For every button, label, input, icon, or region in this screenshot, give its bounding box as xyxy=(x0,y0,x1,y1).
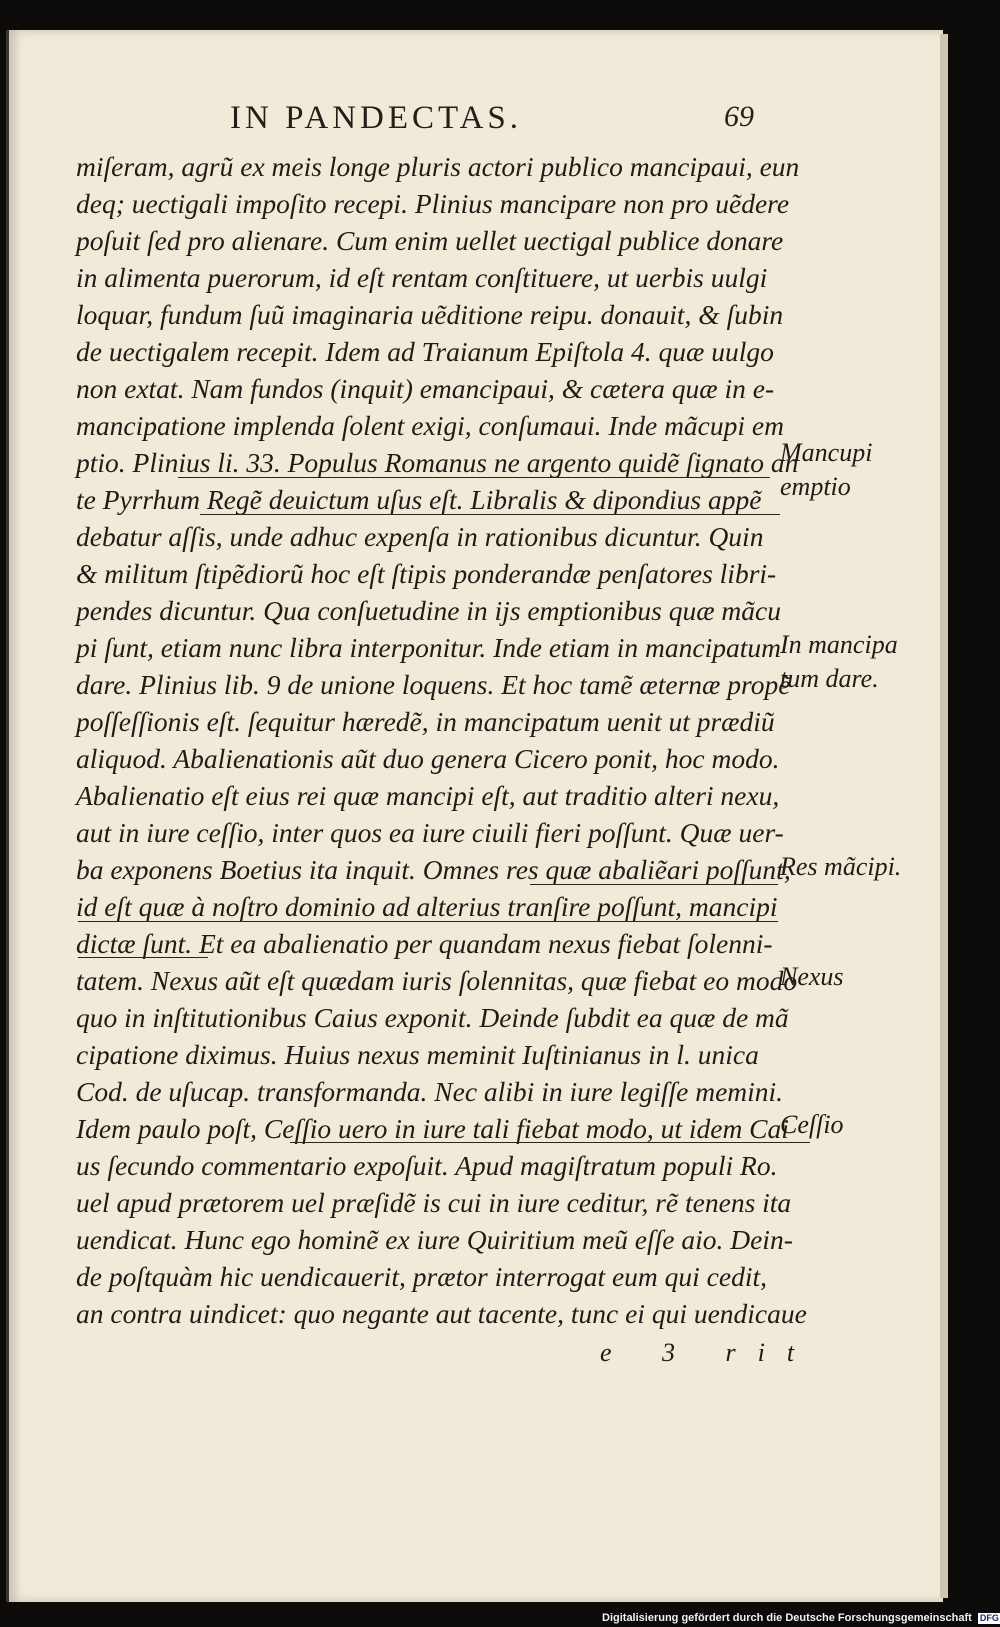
body-text xyxy=(76,148,807,1332)
text-line: deq; uectigali impoſito recepi. Plinius mancipare non pro uẽdere xyxy=(76,188,790,219)
text-line: aliquod. Abalienationis aũt duo genera Cicero ponit, hoc modo. xyxy=(76,743,780,774)
text-line: miſeram, agrũ ex meis longe pluris actori publico mancipaui, eun xyxy=(76,151,800,182)
marginal-note-line: In mancipa xyxy=(780,630,898,659)
text-line: id eſt quæ à noſtro dominio ad alterius tranſire poſſunt, mancipi xyxy=(76,891,778,922)
text-line: an contra uindicet: quo negante aut tacente, tunc ei qui uendicaue xyxy=(76,1298,807,1329)
text-line: in alimenta puerorum, id eſt rentam conſtituere, ut uerbis uulgi xyxy=(76,262,768,293)
catchword: e 3 rit xyxy=(600,1338,817,1367)
underline-mark xyxy=(78,957,208,958)
funding-footer xyxy=(602,1612,1000,1624)
underline-mark xyxy=(290,1142,810,1143)
marginal-note xyxy=(780,628,898,696)
text-line: dare. Plinius lib. 9 de unione loquens. Et hoc tamẽ æternæ propẽ xyxy=(76,669,791,700)
text-line: dictæ ſunt. Et ea abalienatio per quandam nexus fiebat ſolenni- xyxy=(76,928,773,959)
underline-mark xyxy=(200,514,780,515)
text-line: tatem. Nexus aũt eſt quædam iuris ſolennitas, quæ fiebat eo modo xyxy=(76,965,798,996)
marginal-note-line: emptio xyxy=(780,472,851,501)
text-line: loquar, fundum ſuũ imaginaria uẽditione reipu. donauit, & ſubin xyxy=(76,299,784,330)
text-line: te Pyrrhum Regẽ deuictum uſus eſt. Libralis & dipondius appẽ xyxy=(76,484,762,515)
text-line: de poſtquàm hic uendicauerit, prætor interrogat eum qui cedit, xyxy=(76,1261,767,1292)
text-line: aut in iure ceſſio, inter quos ea iure ciuili fieri poſſunt. Quæ uer- xyxy=(76,817,784,848)
underline-mark xyxy=(178,477,770,478)
underline-mark xyxy=(530,884,778,885)
text-line: pi ſunt, etiam nunc libra interponitur. Inde etiam in mancipatum xyxy=(76,632,782,663)
marginal-note-line: Ceſſio xyxy=(780,1110,844,1139)
text-line: Cod. de uſucap. transformanda. Nec alibi in iure legiſſe memini. xyxy=(76,1076,784,1107)
marginal-note xyxy=(780,436,872,504)
marginal-note-line: Res mãcipi. xyxy=(780,852,902,881)
dfg-logo: DFG xyxy=(979,1613,999,1623)
text-line: Idem paulo poſt, Ceſſio uero in iure tali fiebat modo, ut idem Cai xyxy=(76,1113,789,1144)
text-line: non extat. Nam fundos (inquit) emancipaui, & cætera quæ in e- xyxy=(76,373,775,404)
text-line: mancipatione implenda ſolent exigi, conſumaui. Inde mãcupi em xyxy=(76,410,784,441)
text-line: poſſeſſionis eſt. ſequitur hæredẽ, in mancipatum uenit ut prædiũ xyxy=(76,706,775,737)
marginal-note xyxy=(780,960,844,994)
text-line: uel apud prætorem uel præſidẽ is cui in iure ceditur, rẽ tenens ita xyxy=(76,1187,792,1218)
marginal-note-line: Nexus xyxy=(780,962,844,991)
text-line: ba exponens Boetius ita inquit. Omnes res quæ abaliẽari poſſunt, xyxy=(76,854,791,885)
text-line: ptio. Plinius li. 33. Populus Romanus ne argento quidẽ ſignato an xyxy=(76,447,799,478)
text-line: uendicat. Hunc ego hominẽ ex iure Quiritium meũ eſſe aio. Dein- xyxy=(76,1224,793,1255)
page-number: 69 xyxy=(724,100,754,133)
text-line: pendes dicuntur. Qua conſuetudine in ijs emptionibus quæ mãcu xyxy=(76,595,781,626)
text-line: cipatione diximus. Huius nexus meminit Iuſtinianus in l. unica xyxy=(76,1039,759,1070)
footer-text: Digitalisierung gefördert durch die Deutsche Forschungsgemeinschaft xyxy=(602,1612,972,1624)
page-edge xyxy=(940,34,948,1598)
text-line: quo in inſtitutionibus Caius exponit. Deinde ſubdit ea quæ de mã xyxy=(76,1002,789,1033)
underline-mark xyxy=(78,921,778,922)
text-line: & militum ſtipẽdiorũ hoc eſt ſtipis ponderandæ penſatores libri- xyxy=(76,558,777,589)
text-line: debatur aſſis, unde adhuc expenſa in rationibus dicuntur. Quin xyxy=(76,521,764,552)
marginal-note xyxy=(780,1108,844,1142)
text-line: Abalienatio eſt eius rei quæ mancipi eſt, aut traditio alteri nexu, xyxy=(76,780,780,811)
text-line: poſuit ſed pro alienare. Cum enim uellet uectigal publice donare xyxy=(76,225,784,256)
marginal-note xyxy=(780,850,901,884)
marginal-note-line: Mancupi xyxy=(780,438,873,467)
text-line: us ſecundo commentario expoſuit. Apud magiſtratum populi Ro. xyxy=(76,1150,778,1181)
running-head: IN PANDECTAS. xyxy=(230,100,523,136)
marginal-note-line: tum dare. xyxy=(780,664,879,693)
text-line: de uectigalem recepit. Idem ad Traianum Epiſtola 4. quæ uulgo xyxy=(76,336,774,367)
